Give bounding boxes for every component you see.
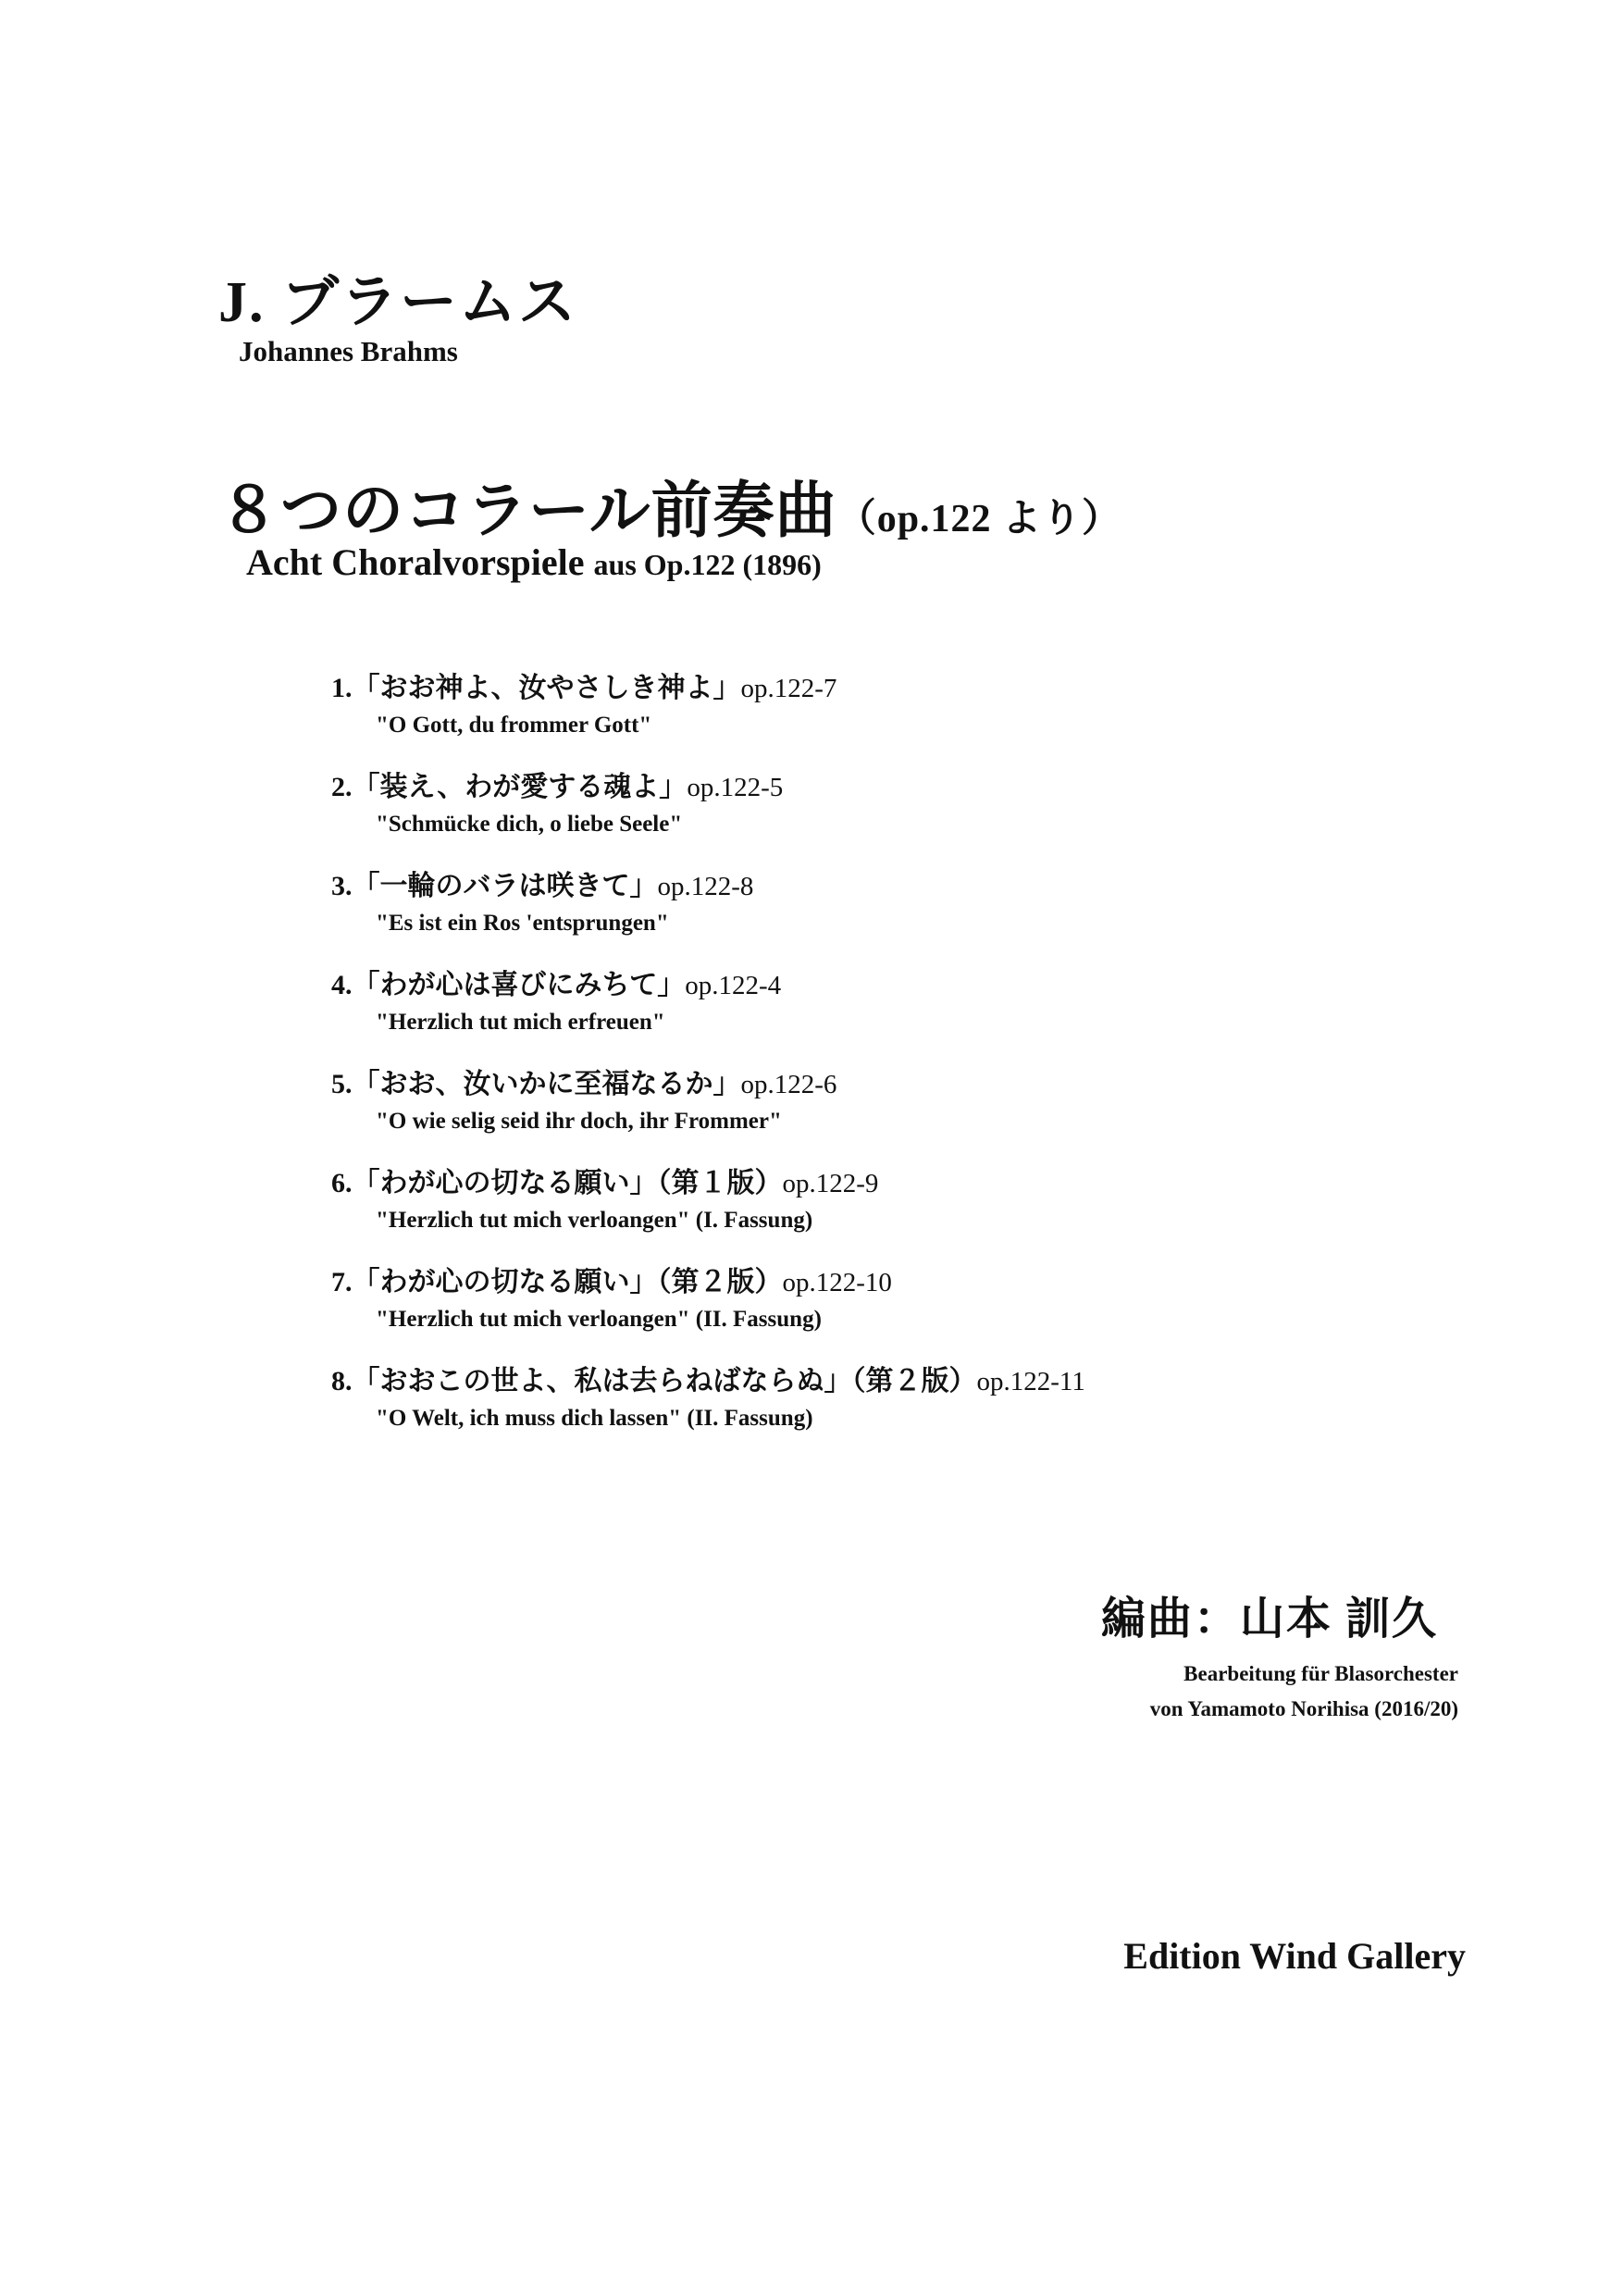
title-ja-main: ８つのコラール前奏曲 [218,478,837,545]
arranger-credit-line-2: von Yamamoto Norihisa (2016/20) [1149,1697,1458,1720]
piece-item [331,1061,1257,1160]
piece-title-de: "Schmücke dich, o liebe Seele" [376,812,683,837]
piece-number: 4. [331,970,353,1000]
title-ja-sub: （op.122 より） [836,498,1122,540]
piece-title-de: "O wie selig seid ihr doch, ihr Frommer" [376,1109,782,1134]
piece-list [331,664,1257,1457]
piece-opus: op.122-8 [657,872,754,901]
piece-item [331,962,1257,1061]
piece-title-ja [331,863,1257,903]
arranger-credit-line-1: Bearbeitung für Blasorchester [1183,1662,1458,1685]
piece-opus: op.122-4 [685,971,782,1000]
piece-name-ja: 「わが心の切なる願い」（第２版） [352,1267,783,1297]
piece-number: 3. [331,871,353,901]
piece-name-ja: 「一輪のバラは咲きて」 [352,871,658,901]
piece-item [331,763,1257,863]
piece-name-ja: 「装え、わが愛する魂よ」 [352,772,688,802]
piece-name-ja: 「おお神よ、汝やさしき神よ」 [352,673,741,703]
piece-item [331,863,1257,962]
piece-title-de: "Herzlich tut mich verloangen" (II. Fassung) [376,1307,822,1332]
title-ja [218,461,1121,549]
piece-name-ja: 「わが心の切なる願い」（第１版） [352,1168,783,1198]
piece-number: 5. [331,1069,353,1099]
piece-title-ja [331,962,1257,1002]
piece-title-de: "O Gott, du frommer Gott" [376,713,652,738]
piece-title-de: "O Welt, ich muss dich lassen" (II. Fassung) [376,1406,813,1431]
piece-name-ja: 「わが心は喜びにみちて」 [352,970,686,1000]
title-en-sub: aus Op.122 (1896) [593,548,822,581]
piece-opus: op.122-10 [782,1268,892,1297]
composer-name-ja: J. ブラームス [218,271,578,334]
piece-name-ja: 「おおこの世よ、私は去らねばならぬ」（第２版） [352,1366,977,1396]
piece-opus: op.122-9 [782,1169,879,1198]
piece-opus: op.122-6 [740,1070,837,1099]
piece-item [331,1358,1257,1457]
arranger-ja: 編曲：山本 訓久 [1101,1595,1439,1644]
piece-opus: op.122-11 [976,1367,1085,1396]
piece-title-de: "Herzlich tut mich verloangen" (I. Fassung) [376,1208,813,1233]
piece-title-ja [331,1259,1257,1299]
publisher-name: Edition Wind Gallery [1123,1935,1466,1977]
piece-title-ja [331,664,1257,705]
composer-name-en: Johannes Brahms [239,335,458,367]
piece-number: 8. [331,1366,353,1396]
piece-title-ja [331,1160,1257,1200]
piece-number: 2. [331,772,353,802]
piece-opus: op.122-5 [687,773,784,802]
piece-title-de: "Herzlich tut mich erfreuen" [376,1010,665,1035]
piece-item [331,1259,1257,1358]
title-en-main: Acht Choralvorspiele [246,541,585,583]
piece-number: 7. [331,1267,353,1297]
piece-title-ja [331,763,1257,804]
piece-title-ja [331,1358,1257,1398]
piece-opus: op.122-7 [740,674,837,703]
piece-item [331,664,1257,763]
piece-name-ja: 「おお、汝いかに至福なるか」 [352,1069,741,1099]
piece-number: 1. [331,673,353,703]
title-en [246,540,822,584]
piece-item [331,1160,1257,1259]
piece-number: 6. [331,1168,353,1198]
piece-title-ja [331,1061,1257,1101]
piece-title-de: "Es ist ein Ros 'entsprungen" [376,911,669,936]
